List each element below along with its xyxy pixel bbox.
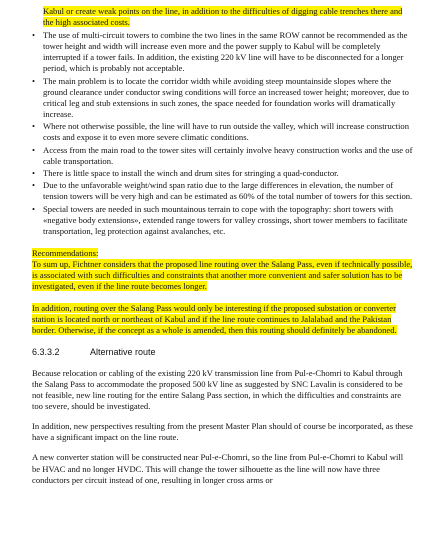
recommendations-paragraph: In addition, routing over the Salang Pass would only be interesting if the proposed substation or converter station is located north or northeast of Kabul and if the line route continues to Jalalabad and the Pakistan border. Otherwise, if the concept as a whole is amended, then this routing should definitely be abandoned. [32, 302, 397, 335]
list-item: • Access from the main road to the tower sites will certainly involve heavy construction works and the use of cable transportation. [32, 144, 413, 166]
list-item: • The use of multi-circuit towers to combine the two lines in the same ROW cannot be recommended as the tower height and width will increase even more and the power supply to Kabul will be completely interrupted if a tower fails. In addition, the existing 220 kV line will have to be disconnected for a longer period, which is probably not acceptable. [32, 30, 408, 74]
recommendations-heading: Recommendations: [32, 248, 99, 259]
section-heading [32, 346, 413, 358]
bullet-icon: • [32, 203, 36, 214]
body-paragraph: A new converter station will be constructed near Pul-e-Chomri, so the line from Pul-e-Chomri to Kabul will be HVAC and no longer HVDC. This will change the tower silhouette as the line will now have three conductors per circuit instead of one, resulting in longer cross arms or [32, 452, 404, 485]
continuation-text [32, 6, 413, 28]
highlighted-text: Kabul or create weak points on the line, in addition to the difficulties of digging cable trenches there and the high associated costs. [43, 6, 403, 28]
list-item: • The main problem is to locate the corridor width while avoiding steep mountainside slopes where the ground clearance under conductor swing conditions will force an increased tower height; moreover, due to critical leg and stub extensions in such zones, the space needed for foundation works will dramatically increase. [32, 75, 409, 120]
section-title: Alternative route [90, 346, 156, 357]
bullet-icon: • [32, 144, 36, 155]
list-item: • There is little space to install the winch and drum sites for stringing a quad-conductor. [32, 168, 339, 179]
bullet-icon: • [32, 168, 36, 179]
list-item: • Due to the unfavorable weight/wind span ratio due to the large differences in elevation, the number of tension towers will be very high and can be estimated as 60% of the total number of towers for this section. [32, 180, 413, 202]
constraints-list [32, 30, 413, 237]
bullet-icon: • [32, 30, 36, 41]
bullet-icon: • [32, 180, 36, 191]
body-paragraph: Because relocation or cabling of the existing 220 kV transmission line from Pul-e-Chomri to Kabul through the Salang Pass to accommodate the proposed 500 kV line as suggested by SNC Lavalin is considered to be not feasible, new line routing for the entire Salang Pass section, in which the difficulties and constraints are too severe, should be investigated. [32, 367, 403, 412]
bullet-icon: • [32, 121, 36, 132]
recommendations-paragraph: To sum up, Fichtner considers that the proposed line routing over the Salang Pass, even if technically possible, is associated with such difficulties and constraints that another more convenient and safer solution has to be investigated, even if the line route becomes longer. [32, 259, 413, 292]
list-item: • Where not otherwise possible, the line will have to run outside the valley, which will increase construction costs and expose it to even more severe climatic conditions. [32, 121, 410, 143]
body-paragraph: In addition, new perspectives resulting from the present Master Plan should of course be incorporated, as these have a significant impact on the line route. [32, 421, 413, 443]
section-number: 6.3.3.2 [32, 346, 60, 357]
bullet-icon: • [32, 75, 36, 86]
list-item: • Special towers are needed in such mountainous terrain to cope with the topography: short towers with «negative body extensions», extended range towers for valley crossings, short tower members to facilitate transportation, leg protection against avalanches, etc. [32, 203, 408, 236]
